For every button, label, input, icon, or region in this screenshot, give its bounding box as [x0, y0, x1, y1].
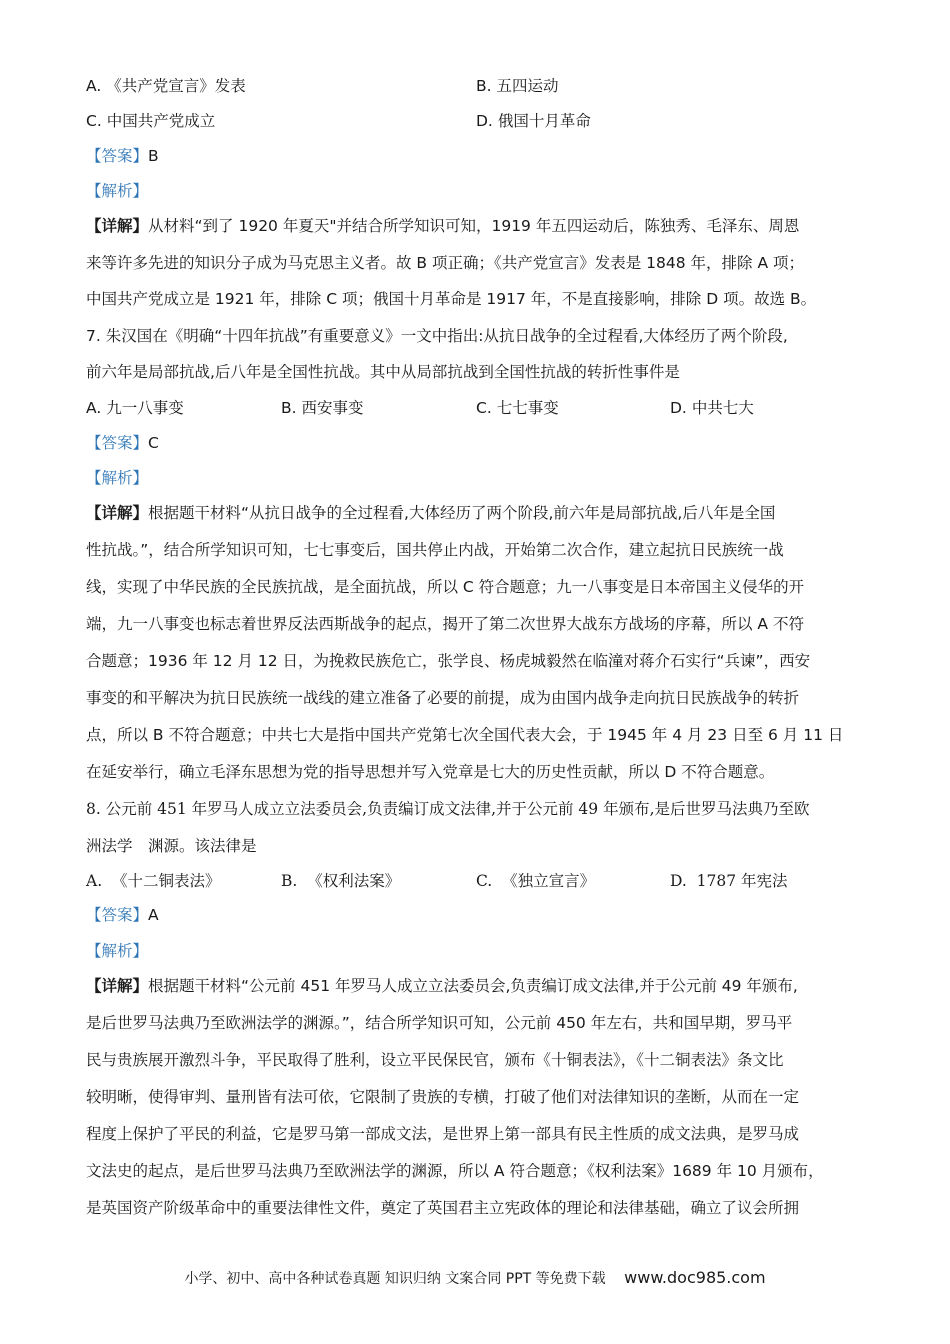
footer-url[interactable]: www.doc985.com — [624, 1268, 766, 1287]
q6-analysis-label: 【解析】 — [86, 182, 149, 200]
q7-detail-line: 在延安举行，确立毛泽东思想为党的指导思想并写入党章是七大的历史性贡献，所以 D 不符合题意。 — [86, 763, 775, 781]
q8-option-c: C. 《独立宣言》 — [476, 872, 596, 890]
q6-option-a: A. 《共产党宣言》发表 — [86, 77, 246, 95]
q6-detail-line: 【详解】从材料“到了 1920 年夏天"并结合所学知识可知，1919 年五四运动后，陈独秀、毛泽东、周恩 — [86, 217, 800, 235]
q8-detail-line: 文法史的起点，是后世罗马法典乃至欧洲法学的渊源，所以 A 符合题意；《权利法案》1689 年 10 月颁布， — [86, 1162, 824, 1180]
q7-detail-line: 【详解】根据题干材料“从抗日战争的全过程看,大体经历了两个阶段,前六年是局部抗战,后八年是全国 — [86, 504, 776, 522]
q6-option-c: C. 中国共产党成立 — [86, 112, 216, 130]
q6-detail-line: 中国共产党成立是 1921 年，排除 C 项；俄国十月革命是 1917 年，不是直接影响，排除 D 项。故选 B。 — [86, 290, 817, 308]
q8-detail-line: 较明晰，使得审判、量刑皆有法可依，它限制了贵族的专横，打破了他们对法律知识的垄断，从而在一定 — [86, 1088, 800, 1106]
q8-detail-line: 民与贵族展开激烈斗争，平民取得了胜利，设立平民保民官，颁布《十铜表法》，《十二铜表法》条文比 — [86, 1051, 784, 1069]
q7-detail-line: 点，所以 B 不符合题意；中共七大是指中国共产党第七次全国代表大会，于 1945 年 4 月 23 日至 6 月 11 日 — [86, 726, 844, 744]
q7-option-a: A. 九一八事变 — [86, 399, 184, 417]
q7-answer: 【答案】C — [86, 434, 159, 452]
q6-option-d: D. 俄国十月革命 — [476, 112, 591, 130]
q8-answer: 【答案】A — [86, 906, 159, 924]
q6-detail-line: 来等许多先进的知识分子成为马克思主义者。故 B 项正确；《共产党宣言》发表是 1848 年，排除 A 项； — [86, 254, 804, 272]
q8-option-b: B. 《权利法案》 — [281, 872, 401, 890]
q8-stem: 8. 公元前 451 年罗马人成立立法委员会,负责编订成文法律,并于公元前 49 年颁布,是后世罗马法典乃至欧 — [86, 800, 810, 818]
q7-detail-line: 合题意；1936 年 12 月 12 日，为挽救民族危亡，张学良、杨虎城毅然在临潼对蒋介石实行“兵谏”，西安 — [86, 652, 811, 670]
q7-detail-line: 事变的和平解决为抗日民族统一战线的建立准备了必要的前提，成为由国内战争走向抗日民族战争的转折 — [86, 689, 800, 707]
q8-detail-line: 【详解】根据题干材料“公元前 451 年罗马人成立立法委员会,负责编订成文法律,并于公元前 49 年颁布, — [86, 977, 798, 995]
q7-option-b: B. 西安事变 — [281, 399, 364, 417]
q7-analysis-label: 【解析】 — [86, 469, 149, 487]
q7-stem: 前六年是局部抗战,后八年是全国性抗战。其中从局部抗战到全国性抗战的转折性事件是 — [86, 363, 680, 381]
q8-stem: 洲法学 渊源。该法律是 — [86, 837, 257, 855]
q7-detail-line: 端，九一八事变也标志着世界反法西斯战争的起点，揭开了第二次世界大战东方战场的序幕，所以 A 不符 — [86, 615, 804, 633]
q8-analysis-label: 【解析】 — [86, 942, 149, 960]
q7-detail-line: 线，实现了中华民族的全民族抗战，是全面抗战，所以 C 符合题意；九一八事变是日本帝国主义侵华的开 — [86, 578, 805, 596]
q8-detail-line: 是英国资产阶级革命中的重要法律性文件，奠定了英国君主立宪政体的理论和法律基础，确立了议会所拥 — [86, 1199, 800, 1217]
q8-option-d: D. 1787 年宪法 — [670, 872, 788, 890]
footer-text: 小学、初中、高中各种试卷真题 知识归纳 文案合同 PPT 等免费下载 — [184, 1271, 606, 1287]
q8-option-a: A. 《十二铜表法》 — [86, 872, 221, 890]
q7-detail-line: 性抗战。”，结合所学知识可知，七七事变后，国共停止内战，开始第二次合作，建立起抗日民族统一战 — [86, 541, 784, 559]
q7-option-c: C. 七七事变 — [476, 399, 559, 417]
q8-detail-line: 程度上保护了平民的利益，它是罗马第一部成文法，是世界上第一部具有民主性质的成文法典，是罗马成 — [86, 1125, 800, 1143]
q7-stem: 7. 朱汉国在《明确“十四年抗战”有重要意义》一文中指出:从抗日战争的全过程看,大体经历了两个阶段, — [86, 327, 788, 345]
q6-answer: 【答案】B — [86, 147, 159, 165]
q7-option-d: D. 中共七大 — [670, 399, 754, 417]
q8-detail-line: 是后世罗马法典乃至欧洲法学的渊源。”，结合所学知识可知，公元前 450 年左右，共和国早期，罗马平 — [86, 1014, 793, 1032]
q6-option-b: B. 五四运动 — [476, 77, 559, 95]
page-footer — [0, 1268, 950, 1288]
